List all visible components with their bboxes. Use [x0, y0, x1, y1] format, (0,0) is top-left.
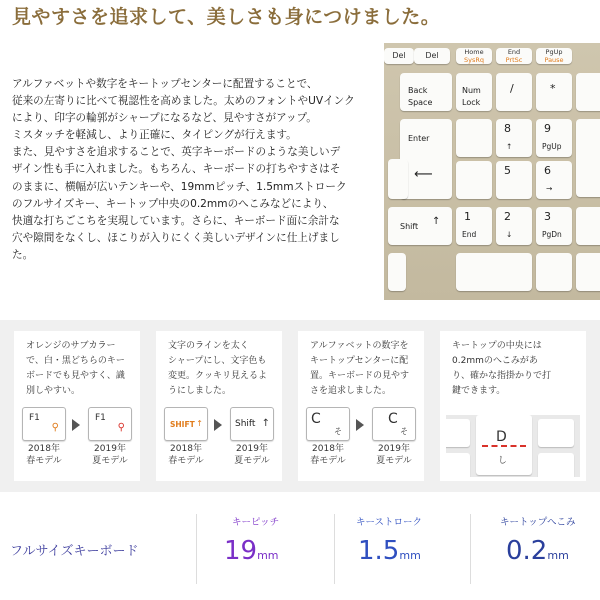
key-label: 5: [504, 164, 511, 177]
key-label-line: Num: [462, 86, 481, 95]
page-title: 見やすさを追求して、美しさも身につけました。: [12, 6, 441, 28]
key-label: Del: [425, 51, 439, 60]
key-label: End: [507, 48, 521, 56]
key-sublabel: PrtSc: [505, 56, 523, 64]
key-label: [462, 85, 481, 109]
spec-unit: mm: [257, 549, 279, 562]
key-label: PgUp: [545, 48, 563, 56]
key-sublabel: SysRq: [463, 56, 484, 64]
comparison-panel: [0, 320, 600, 492]
up-arrow-icon: ↑: [196, 419, 203, 428]
key-label: Shift: [400, 222, 419, 231]
card-dimple: [440, 331, 586, 481]
kana-label: そ: [400, 427, 408, 436]
card-line: ボードでも見やすく、識: [26, 371, 125, 381]
card-description: [168, 339, 278, 399]
key-label: 6: [544, 164, 551, 177]
key-end: [496, 48, 532, 64]
key-comparison: [164, 407, 276, 473]
season-text: 夏モデル: [234, 456, 270, 466]
key-label-line: Space: [408, 98, 433, 107]
key-8: [496, 119, 532, 157]
key-sublabel: Pause: [544, 56, 564, 64]
year-text: 2018年: [312, 444, 344, 454]
year-text: 2018年: [170, 444, 202, 454]
card-line: うにしました。: [168, 386, 232, 396]
card-line: 文字のラインを太く: [168, 341, 249, 351]
key-1: [456, 207, 492, 245]
photo-key: [538, 419, 574, 447]
card-subcolor: [14, 331, 140, 481]
spec-unit: mm: [399, 549, 421, 562]
key-corner-partial: [576, 253, 600, 291]
key-label: [408, 85, 432, 109]
card-description: [26, 339, 136, 399]
key-comparison: [306, 407, 418, 473]
spec-number: 19: [224, 536, 258, 566]
shift-arrow-icon: ↑: [432, 216, 441, 227]
key-label: /: [510, 82, 514, 95]
key-label: Del: [392, 51, 406, 60]
spec-value-stroke: [358, 534, 421, 573]
magnifier-icon: ⚲: [117, 422, 125, 433]
divider: [334, 514, 335, 584]
photo-key: [538, 453, 574, 477]
new-key-shift: [230, 407, 274, 441]
key-backspace: [400, 73, 452, 111]
dimple-photo: [446, 415, 580, 477]
spec-value-dimple: [506, 534, 569, 573]
spec-value-pitch: [224, 534, 279, 573]
key-pgup-fn: [536, 48, 572, 64]
key-label: 3: [544, 210, 551, 223]
model-year-new: [224, 443, 280, 467]
card-line: 置。キーボードの見やす: [310, 371, 410, 381]
key-sublabel: End: [462, 230, 477, 239]
spec-number: 1.5: [358, 536, 400, 566]
photo-key: [446, 453, 470, 477]
arrow-right-icon: [356, 419, 364, 431]
key-9: [536, 119, 572, 157]
season-text: 夏モデル: [92, 456, 128, 466]
key-3: [536, 207, 572, 245]
model-year-old: [158, 443, 214, 467]
model-year-new: [82, 443, 138, 467]
intro-line: アルファベットや数字をキートップセンターに配置することで、: [12, 78, 318, 90]
arrow-right-icon: [214, 419, 222, 431]
key-asterisk: [536, 73, 572, 111]
key-label: C: [311, 411, 321, 427]
old-key-shift: [164, 407, 208, 441]
key-label: D: [496, 429, 507, 445]
kana-label: そ: [334, 427, 342, 436]
photo-key: [446, 419, 470, 447]
spec-number: 0.2: [506, 536, 548, 566]
key-numlock: [456, 73, 492, 111]
key-sublabel: PgUp: [542, 142, 562, 151]
intro-line: 従来の左寄りに比べて視認性を高めました。太めのフォントやUVインク: [12, 95, 355, 108]
kana-label: し: [498, 456, 508, 466]
card-line: で、白・黒どちらのキー: [26, 356, 125, 366]
spec-heading: フルサイズキーボード: [10, 544, 139, 559]
card-line: さを追求しました。: [310, 386, 392, 396]
card-font: [156, 331, 282, 481]
model-year-old: [16, 443, 72, 467]
key-minus-partial: [576, 73, 600, 111]
key-label-line: Back: [408, 86, 428, 95]
key-label: 1: [464, 210, 471, 223]
card-line: 0.2mmのへこみがあ: [452, 356, 538, 366]
key-label: 2: [504, 210, 511, 223]
key-label: *: [550, 82, 556, 95]
card-line: オレンジのサブカラー: [26, 341, 116, 351]
card-line: シャープにし、文字色も: [168, 356, 267, 366]
key-label: SHIFT: [170, 420, 195, 429]
card-line: キートップの中央には: [452, 341, 542, 351]
key-label: 8: [504, 122, 511, 135]
key-dot-partial: [536, 253, 572, 291]
card-line: 別しやすい。: [26, 386, 81, 396]
intro-line: により、印字の輪郭がシャープになるなど、見やすさがアップ。: [12, 112, 317, 125]
intro-line: ザイン性も手に入れました。もちろん、キーボードの打ちやすさはそ: [12, 163, 341, 176]
key-del-left: [384, 48, 414, 64]
arrow-right-icon: [72, 419, 80, 431]
key-label: 9: [544, 122, 551, 135]
key-enter-base: [388, 159, 408, 199]
new-key-c: [372, 407, 416, 441]
key-comparison: [22, 407, 134, 473]
spec-label-stroke: キーストローク: [356, 517, 423, 528]
year-text: 2018年: [28, 444, 60, 454]
key-bottom-partial: [388, 253, 406, 291]
key-shift: [388, 207, 452, 245]
card-line: 変更。クッキリ見えるよ: [168, 371, 268, 381]
key-label: Shift: [235, 419, 256, 429]
intro-line: また、見やすさを追求することで、英字キーボードのような美しいデ: [12, 146, 341, 159]
year-text: 2019年: [94, 444, 126, 454]
dimple-line: [482, 445, 526, 447]
model-year-old: [300, 443, 356, 467]
season-text: 春モデル: [310, 456, 346, 466]
key-label-line: Lock: [462, 98, 481, 107]
old-key-f1: [22, 407, 66, 441]
up-arrow-icon: ↑: [261, 418, 270, 429]
intro-line: 快適な打ちごこちを実現しています。さらに、キーボード面に余計な: [12, 214, 340, 227]
intro-line: た。: [12, 248, 34, 261]
enter-arrow-icon: ⟵: [414, 167, 433, 182]
key-4-partial: [456, 161, 492, 199]
key-2: [496, 207, 532, 245]
season-text: 春モデル: [26, 456, 62, 466]
card-line: り、確かな指掛かりで打: [452, 371, 552, 381]
right-arrow-icon: →: [546, 184, 553, 193]
card-description: [452, 339, 580, 399]
season-text: 春モデル: [168, 456, 204, 466]
intro-line: のフルサイズキー、キートップ中央の0.2mmのへこみなどにより、: [12, 197, 334, 210]
card-line: キートップセンターに配: [310, 356, 409, 366]
key-7-partial: [456, 119, 492, 157]
key-5: [496, 161, 532, 199]
year-text: 2019年: [378, 444, 410, 454]
model-year-new: [366, 443, 422, 467]
season-text: 夏モデル: [376, 456, 412, 466]
intro-line: ミスタッチを軽減し、より正確に、タイピングが行えます。: [12, 129, 297, 142]
intro-text: [12, 76, 384, 264]
spec-label-pitch: キーピッチ: [232, 517, 280, 528]
divider: [470, 514, 471, 584]
key-enter-num-partial: [576, 207, 600, 245]
key-label: Home: [464, 48, 484, 56]
key-label: F1: [95, 413, 106, 423]
up-arrow-icon: ↑: [506, 142, 513, 151]
magnifier-icon: ⚲: [51, 422, 59, 433]
intro-line: のままに、横幅が広いテンキーや、19mmピッチ、1.5mmストローク: [12, 180, 347, 193]
card-description: [310, 339, 420, 399]
spec-label-dimple: キートップへこみ: [500, 517, 576, 528]
card-line: アルファベットの数字を: [310, 341, 409, 351]
old-key-c: [306, 407, 350, 441]
key-label: F1: [29, 413, 40, 423]
card-center: [298, 331, 424, 481]
key-0-partial: [456, 253, 532, 291]
keyboard-photo: [384, 43, 600, 300]
key-label: C: [388, 411, 398, 427]
key-del: [414, 48, 450, 64]
key-6: [536, 161, 572, 199]
spec-unit: mm: [547, 549, 569, 562]
intro-line: 穴や隙間をなくし、ほこりが入りにくく美しいデザインに仕上げまし: [12, 231, 340, 244]
key-sublabel: PgDn: [542, 230, 562, 239]
key-plus-partial: [576, 119, 600, 197]
new-key-f1: [88, 407, 132, 441]
divider: [196, 514, 197, 584]
key-label: Enter: [408, 134, 430, 143]
key-home: [456, 48, 492, 64]
down-arrow-icon: ↓: [506, 230, 513, 239]
year-text: 2019年: [236, 444, 268, 454]
key-slash: [496, 73, 532, 111]
card-line: 鍵できます。: [452, 386, 506, 396]
